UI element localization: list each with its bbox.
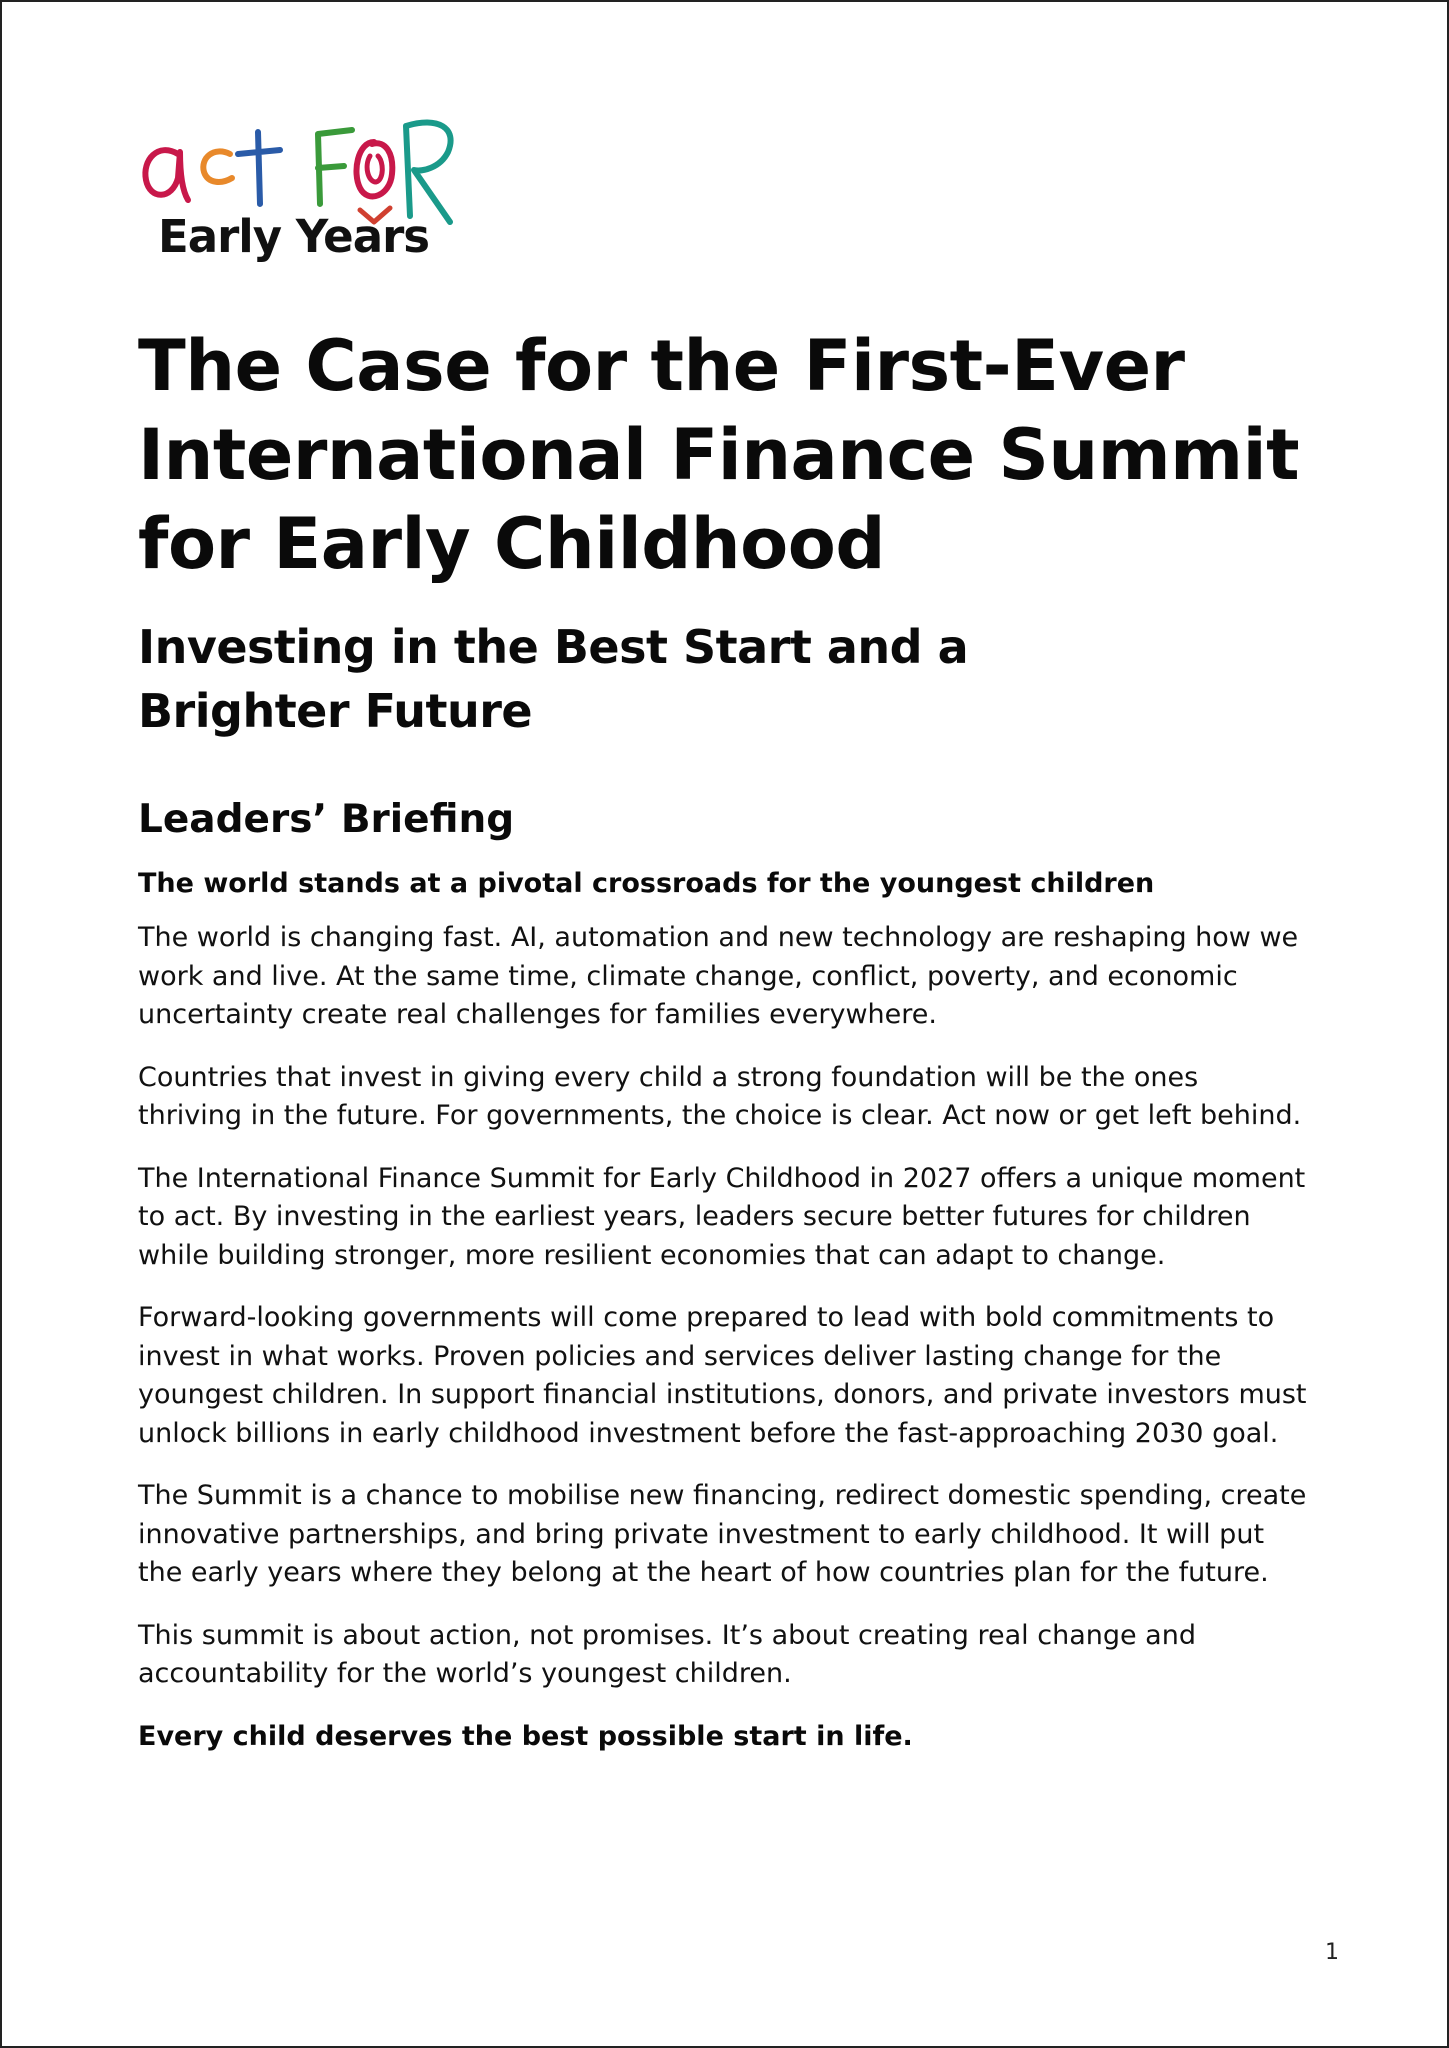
paragraph: The International Finance Summit for Early Childhood in 2027 offers a unique moment to act. By investing in the earliest years, leaders secure better futures for children while building stronger, more resilient economies that can adapt to change. <box>138 1162 1306 1271</box>
closing-statement: Every child deserves the best possible start in life. <box>138 1720 913 1752</box>
paragraph: The world is changing fast. AI, automation and new technology are reshaping how we work and live. At the same time, climate change, conflict, poverty, and economic uncertainty create real challenges for families everywhere. <box>138 922 1299 1030</box>
page-subtitle: Investing in the Best Start and a Brighter Future <box>138 620 969 738</box>
act-for-early-years-logo <box>138 112 468 272</box>
logo-early-years-text: Early Years <box>158 210 430 263</box>
document-body <box>138 322 1308 1756</box>
paragraph: The Summit is a chance to mobilise new financing, redirect domestic spending, create innovative partnerships, and bring private investment to early childhood. It will put the early years where they belong at the heart of how countries plan for the future. <box>138 1480 1307 1588</box>
paragraph: Countries that invest in giving every child a strong foundation will be the ones thriving in the future. For governments, the choice is clear. Act now or get left behind. <box>138 1061 1302 1131</box>
page-number: 1 <box>1325 1940 1339 1965</box>
paragraph: Forward-looking governments will come prepared to lead with bold commitments to invest in what works. Proven policies and services deliver lasting change for the youngest children. In support financial institutions, donors, and private investors must unlock billions in early childhood investment before the fast-approaching 2030 goal. <box>138 1302 1307 1449</box>
lead-statement: The world stands at a pivotal crossroads for the youngest children <box>138 868 1155 899</box>
section-heading: Leaders’ Briefing <box>138 797 515 842</box>
page-title: The Case for the First-Ever International Finance Summit for Early Childhood <box>138 325 1300 585</box>
paragraph: This summit is about action, not promises. It’s about creating real change and accountability for the world’s youngest children. <box>138 1619 1196 1689</box>
